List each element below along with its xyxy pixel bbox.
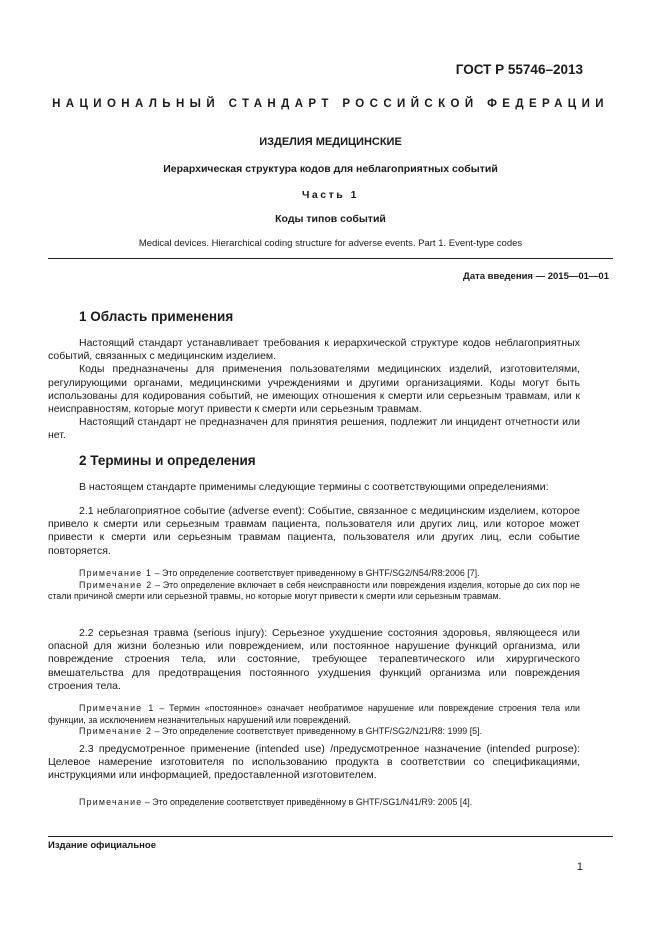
note-prefix: Примечание (79, 797, 143, 807)
term-2-1-notes (48, 568, 580, 603)
term-2-1 (48, 505, 580, 558)
part-label: Часть 1 (302, 189, 359, 201)
bottom-divider (48, 836, 613, 837)
gost-number: ГОСТ Р 55746–2013 (455, 62, 583, 77)
term-definition: 2.3 предусмотренное применение (intended use) /предусмотренное назначение (intended purpose): Целевое намерение изготовителя по использованию продукта в соответствии со спецификациями, инструкциями или информацией, предоставленной изготовителем. (48, 743, 580, 782)
term-2-2 (48, 627, 580, 693)
paragraph: Настоящий стандарт устанавливает требования к иерархической структуре кодов неблагоприятных событий, связанных с медицинским изделием. (48, 337, 580, 363)
term-definition: 2.1 неблагоприятное событие (adverse event): Событие, связанное с медицинским изделием, которое привело к смерти или серьезным травмам пациента, пользователя или других лиц, или которое может привести к смерти или серьезным травмам пациента, пользователя или других лиц, если событие повторяется. (48, 505, 580, 557)
note-prefix: Примечание 2 (79, 726, 153, 736)
document-subtitle: Иерархическая структура кодов для неблагоприятных событий (163, 163, 498, 175)
note-prefix: Примечание 1 (79, 703, 155, 713)
note-text: – Термин «постоянное» означает необратимое нарушение или повреждение строения тела или функции, за исключением незначительных нарушений или повреждений. (48, 703, 580, 725)
section-2-heading: 2 Термины и определения (79, 453, 256, 468)
term-definition: 2.2 серьезная травма (serious injury): Серьезное ухудшение состояния здоровья, являющееся или опасной для жизни болезнью или повреждением, или постоянное нарушение функций организма, или повреждение строения тела, или состояние, требующее терапевтического или хирургического вмешательства для предотвращения постоянного ухудшения функций организма или повреждения строения тела. (48, 627, 580, 692)
note-prefix: Примечание 1 (79, 568, 153, 578)
note (48, 703, 580, 726)
top-divider (48, 258, 613, 259)
introduction-date: Дата введения — 2015—01—01 (463, 271, 609, 282)
section-2-intro (48, 481, 580, 494)
note (48, 797, 580, 809)
document-title: ИЗДЕЛИЯ МЕДИЦИНСКИЕ (259, 136, 402, 148)
term-2-3-note (48, 797, 580, 809)
term-2-3 (48, 743, 580, 783)
note (48, 726, 580, 738)
section-1-body (48, 337, 580, 443)
note-prefix: Примечание 2 (79, 579, 153, 590)
english-title: Medical devices. Hierarchical coding structure for adverse events. Part 1. Event-type codes (138, 238, 523, 249)
page-number: 1 (576, 861, 583, 873)
part-title: Коды типов событий (275, 213, 386, 225)
note (48, 568, 580, 580)
note-text: – Это определение включает в себя неисправности или повреждения изделия, которые до сих пор не стали причиной смерти или серьезной травмы, но которые могут привести к смерти или серьезным травмам. (48, 579, 580, 601)
paragraph: Коды предназначены для применения пользователями медицинских изделий, изготовителями, регулирующими органами, медицинскими учреждениями и другими организациями. Коды могут быть использованы для кодирования событий, не имеющих отношения к смерти или серьезным травмам, или к неисправностям, которые могут привести к смерти или серьезным травмам. (48, 363, 580, 416)
note (48, 580, 580, 603)
note-text: – Это определение соответствует приведенному в GHTF/SG2/N21/R8: 1999 [5]. (152, 726, 483, 736)
term-2-2-notes (48, 703, 580, 738)
official-edition-label: Издание официальное (48, 840, 156, 851)
section-1-heading: 1 Область применения (79, 309, 234, 324)
paragraph: Настоящий стандарт не предназначен для принятия решения, подлежит ли инцидент отчетности или нет. (48, 416, 580, 442)
note-text: – Это определение соответствует приведенному в GHTF/SG2/N54/R8:2006 [7]. (152, 568, 480, 578)
note-text: – Это определение соответствует приведённому в GHTF/SG1/N41/R9: 2005 [4]. (142, 797, 473, 807)
paragraph: В настоящем стандарте применимы следующие термины с соответствующими определениями: (79, 481, 549, 493)
national-standard-banner: НАЦИОНАЛЬНЫЙ СТАНДАРТ РОССИЙСКОЙ ФЕДЕРАЦИИ (52, 98, 609, 110)
